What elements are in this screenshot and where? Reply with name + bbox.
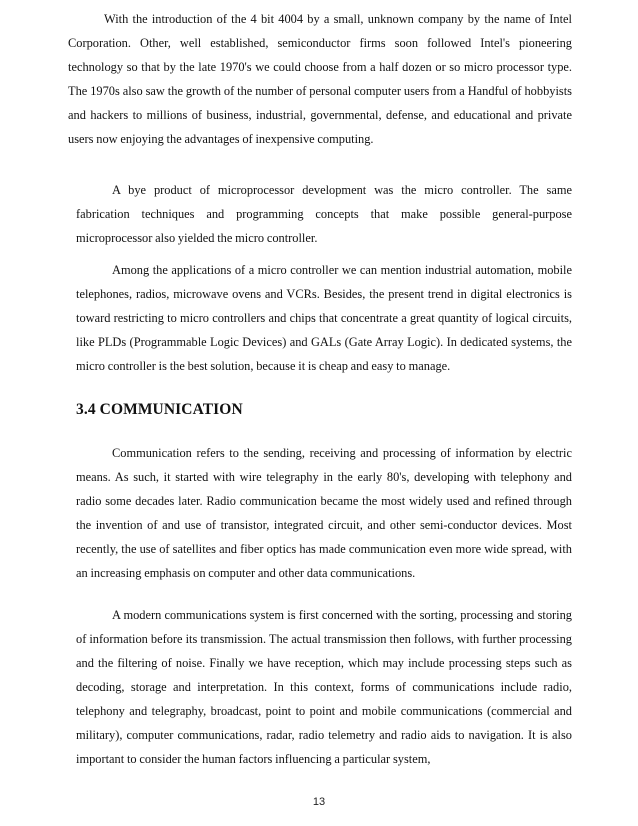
paragraph-text: Communication refers to the sending, receiving and processing of information by electric means. As such, it started with wire telegraphy in the early 80's, developing with telephony and radio some decades later. Radio communication became the most widely used and refined through the invention of and use of transistor, integrated circuit, and other semi-conductor devices. Most recently, the use of satellites and fiber optics has made communication even more wide spread, with an increasing emphasis on computer and other data communications.: [76, 446, 572, 580]
paragraph-text: Among the applications of a micro controller we can mention industrial automation, mobile telephones, radios, microwave ovens and VCRs. Besides, the present trend in digital electronics is toward restricting to micro controllers and chips that concentrate a great quantity of logical circuits, like PLDs (Programmable Logic Devices) and GALs (Gate Array Logic). In dedicated systems, the micro controller is the best solution, because it is cheap and easy to manage.: [76, 263, 572, 373]
paragraph-text: With the introduction of the 4 bit 4004 by a small, unknown company by the name of Intel Corporation. Other, well established, semiconductor firms soon followed Intel's pioneering technology so that by the late 1970's we could choose from a half dozen or so micro processor type. The 1970s also saw the growth of the number of personal computer users from a Handful of hobbyists and hackers to millions of business, industrial, governmental, defense, and educational and private users now enjoying the advantages of inexpensive computing.: [68, 12, 572, 146]
page-number: 13: [312, 796, 326, 808]
paragraph-text: A modern communications system is first concerned with the sorting, processing and storing of information before its transmission. The actual transmission then follows, with further processing and the filtering of noise. Finally we have reception, which may include processing steps such as decoding, storage and interpretation. In this context, forms of communications include radio, telephony and telegraphy, broadcast, point to point and mobile communications (commercial and military), computer communications, radar, radio telemetry and radio aids to navigation. It is also important to consider the human factors influencing a particular system,: [76, 608, 572, 766]
paragraph-intel-history: [68, 7, 572, 151]
paragraph-text: A bye product of microprocessor development was the micro controller. The same fabrication techniques and programming concepts that make possible general-purpose microprocessor also yielded the micro controller.: [76, 183, 572, 245]
paragraph-communication-system: [76, 603, 572, 771]
paragraph-communication-definition: [76, 441, 572, 585]
paragraph-micro-controller-applications: [76, 258, 572, 378]
section-heading: 3.4 COMMUNICATION: [76, 401, 243, 418]
paragraph-micro-controller-origin: [76, 178, 572, 250]
